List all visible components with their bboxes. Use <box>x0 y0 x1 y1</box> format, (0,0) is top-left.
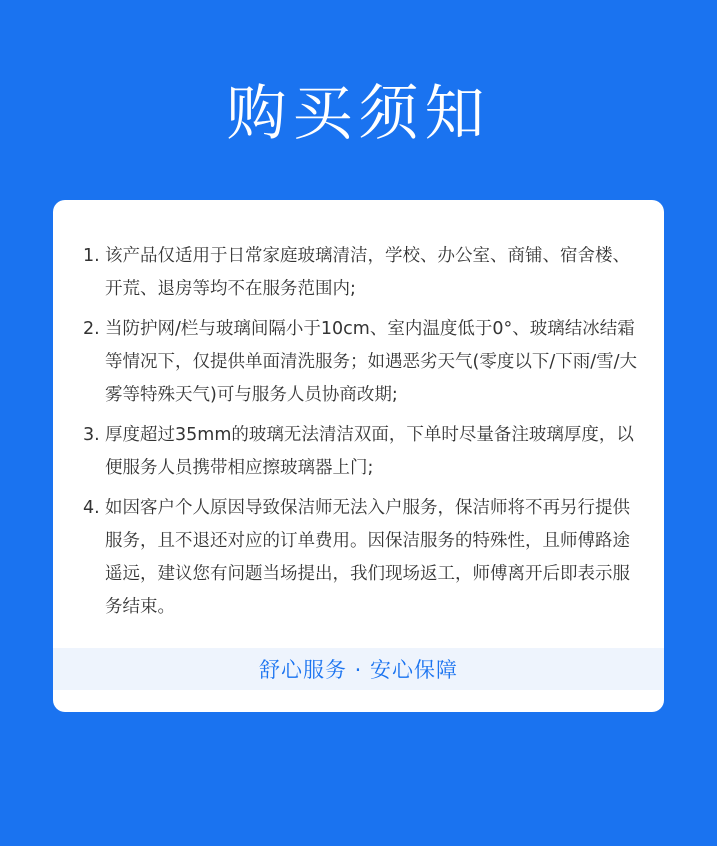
item-number: 1. <box>83 246 100 266</box>
item-text: 厚度超过35mm的玻璃无法清洁双面，下单时尽量备注玻璃厚度，以便服务人员携带相应擦玻璃器上门; <box>105 425 634 478</box>
notice-item-4 <box>83 492 643 624</box>
page-title: 购买须知 <box>226 79 491 149</box>
item-number: 3. <box>83 425 100 445</box>
footer-slogan: 舒心服务 · 安心保障 <box>53 648 664 690</box>
notice-item-3 <box>83 419 643 485</box>
notice-card <box>53 200 664 712</box>
notice-item-2 <box>83 313 643 412</box>
item-number: 4. <box>83 498 100 518</box>
item-number: 2. <box>83 319 100 339</box>
item-text: 该产品仅适用于日常家庭玻璃清洁，学校、办公室、商铺、宿舍楼、开荒、退房等均不在服务范围内; <box>105 246 630 299</box>
notice-list <box>83 240 643 631</box>
item-text: 如因客户个人原因导致保洁师无法入户服务，保洁师将不再另行提供服务，且不退还对应的订单费用。因保洁服务的特殊性，且师傅路途遥远，建议您有问题当场提出，我们现场返工，师傅离开后即表示服务结束。 <box>105 498 630 617</box>
item-text: 当防护网/栏与玻璃间隔小于10cm、室内温度低于0°、玻璃结冰结霜等情况下，仅提供单面清洗服务；如遇恶劣天气(零度以下/下雨/雪/大雾等特殊天气)可与服务人员协商改期; <box>105 319 638 405</box>
notice-item-1 <box>83 240 643 306</box>
